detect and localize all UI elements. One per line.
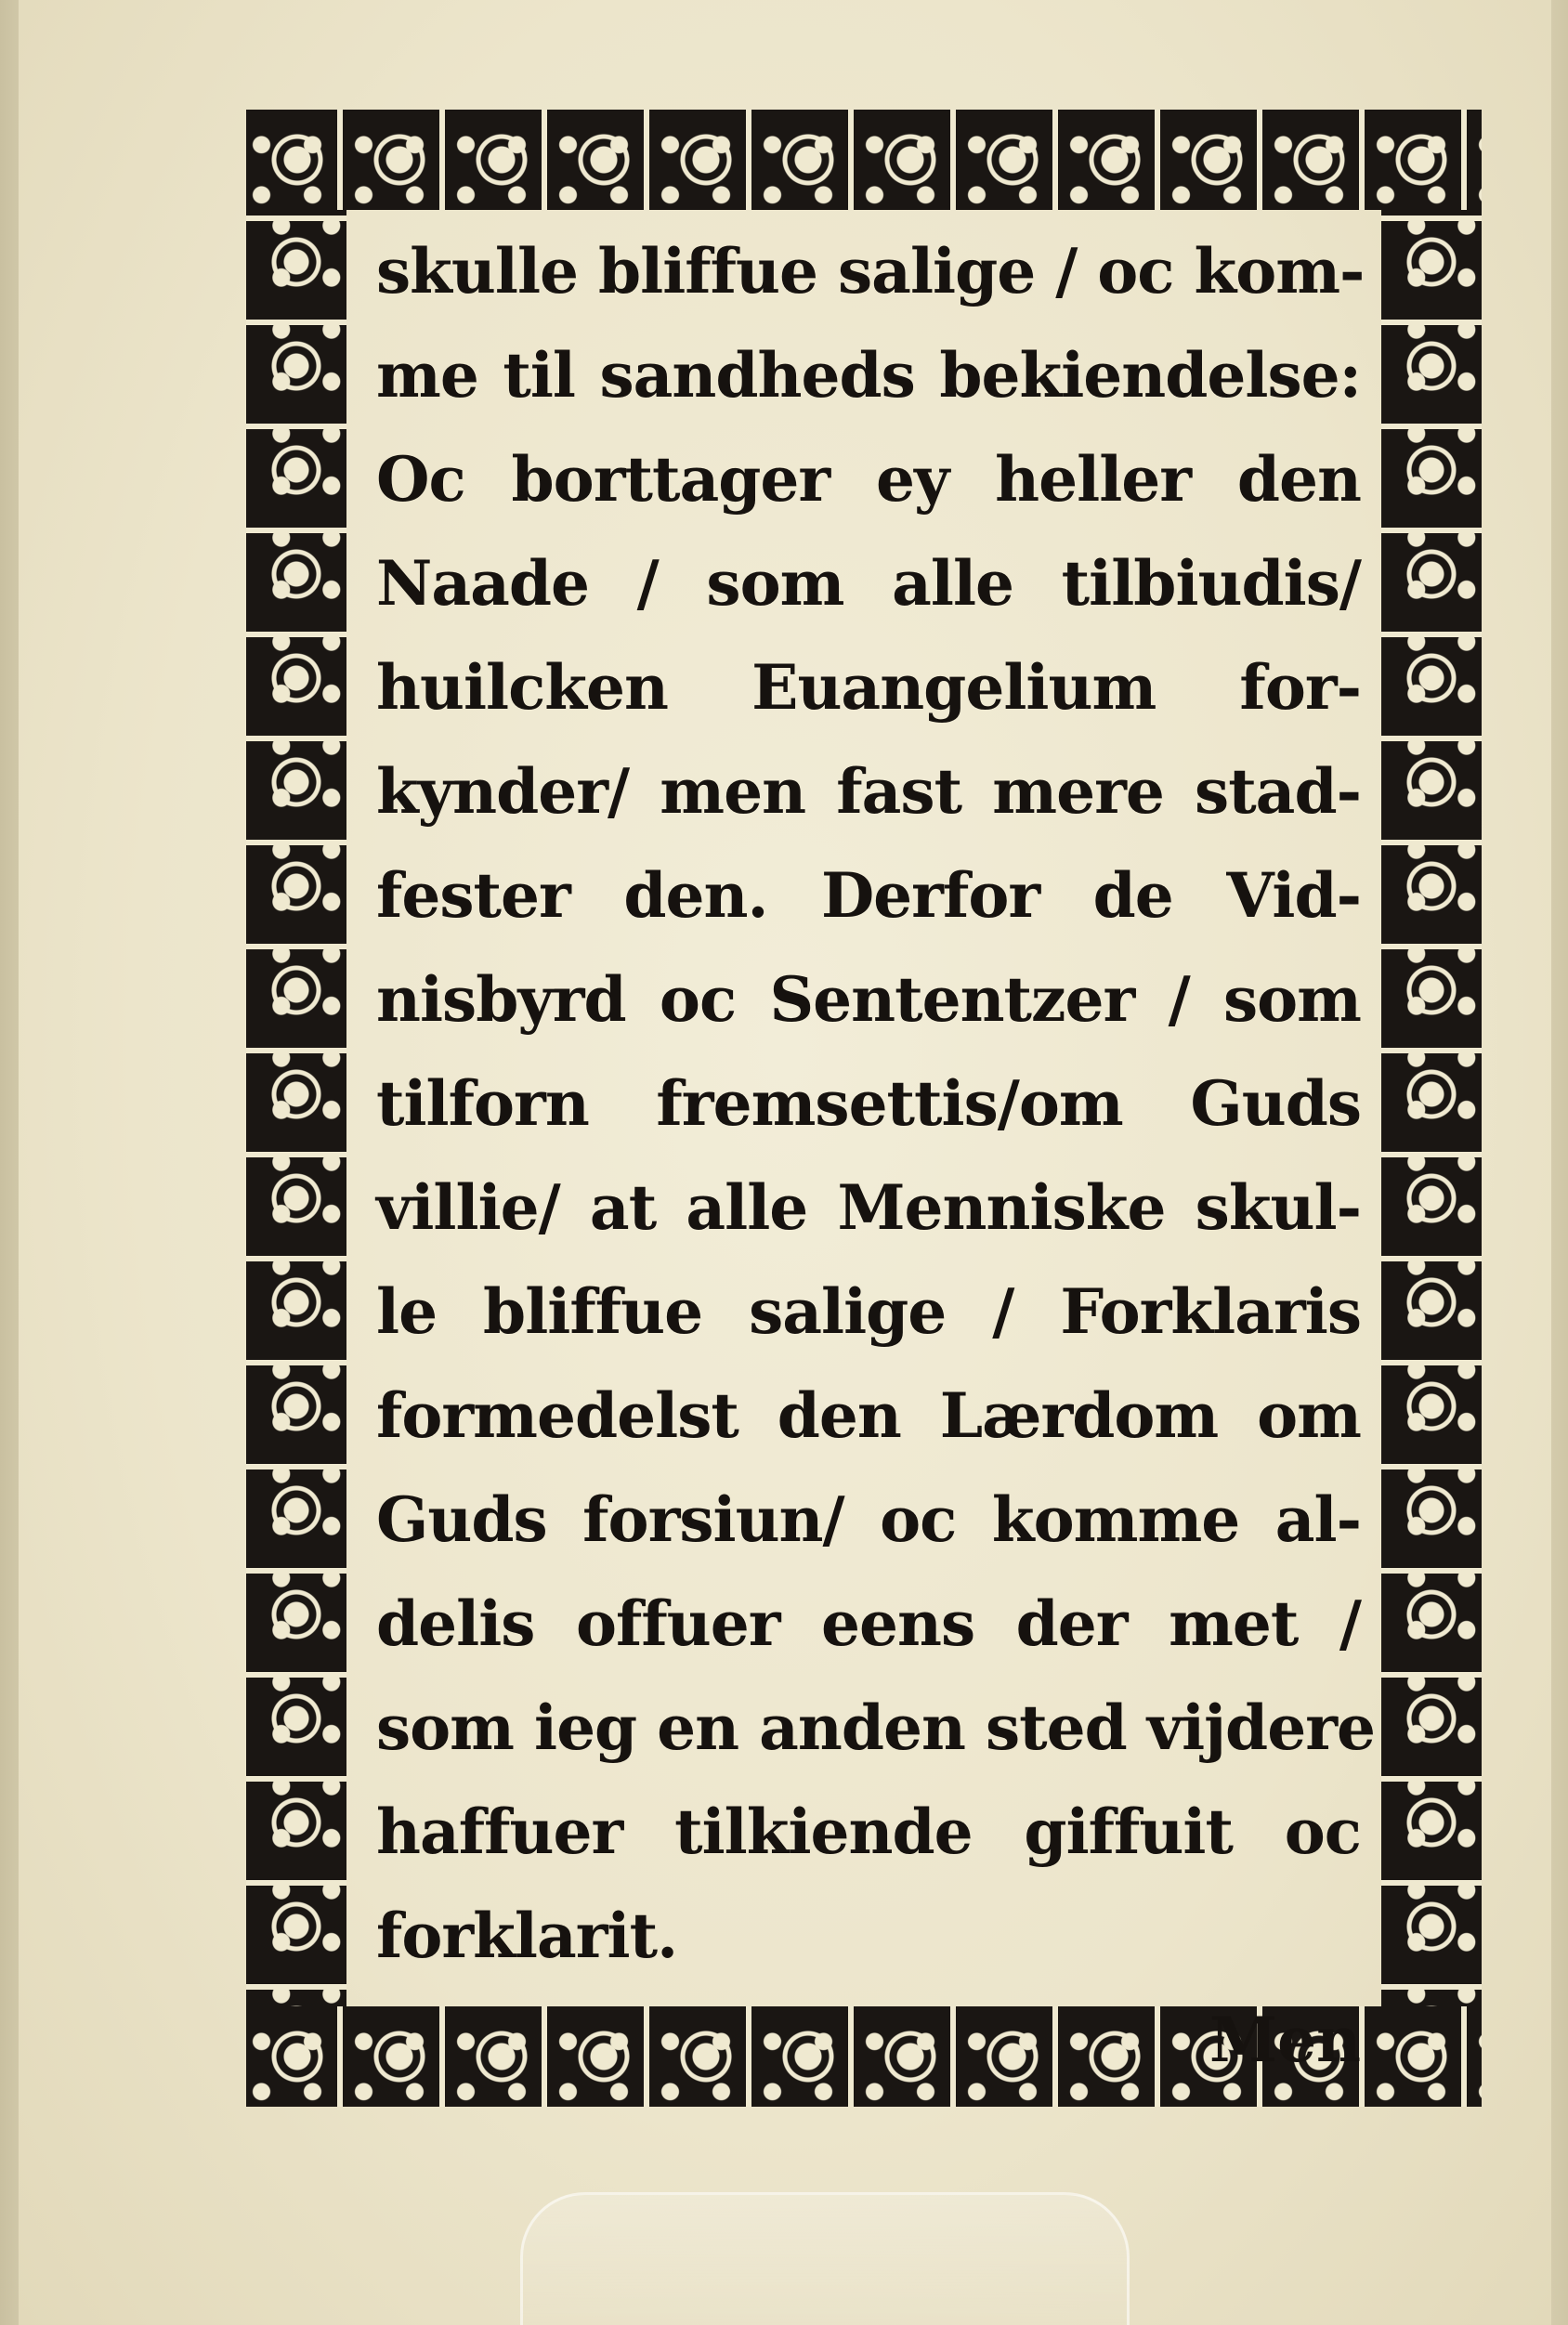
ornament-border-right xyxy=(1381,210,1482,2006)
text-line: skulle bliffue salige / oc kom- xyxy=(376,235,1365,307)
ornament-border-top xyxy=(246,110,1482,210)
text-line: huilcken Euangelium for- xyxy=(376,651,1361,724)
text-line: nisbyrd oc Sententzer / som xyxy=(376,963,1361,1036)
text-line: delis offuer eens der met / xyxy=(376,1587,1361,1660)
text-line: le bliffue salige / Forklaris xyxy=(376,1275,1361,1348)
text-line: villie/ at alle Menniske skul- xyxy=(376,1171,1361,1244)
book-page xyxy=(19,0,1551,2325)
ornament-border-left xyxy=(246,210,346,2006)
text-line: fester den. Derfor de Vid- xyxy=(376,859,1361,932)
text-line: som ieg en anden sted vijdere xyxy=(376,1692,1375,1764)
text-block xyxy=(376,219,1375,2076)
text-line: formedelst den Lærdom om xyxy=(376,1379,1361,1452)
ornamental-border-frame xyxy=(246,110,1482,2107)
text-line: Oc borttager ey heller den xyxy=(376,443,1361,516)
page-holder-stand xyxy=(520,2192,1130,2325)
text-line: forklarit. xyxy=(376,1900,678,1972)
text-line: kynder/ men fast mere stad- xyxy=(376,755,1361,828)
text-line: me til sandheds bekiendelse: xyxy=(376,339,1361,411)
text-line: Guds forsiun/ oc komme al- xyxy=(376,1483,1361,1556)
text-line: haffuer tilkiende giffuit oc xyxy=(376,1796,1361,1868)
text-line: tilforn fremsettis/om Guds xyxy=(376,1067,1361,1140)
text-line: Naade / som alle tilbiudis/ xyxy=(376,547,1361,620)
catchword: Men xyxy=(1209,2004,1361,2076)
